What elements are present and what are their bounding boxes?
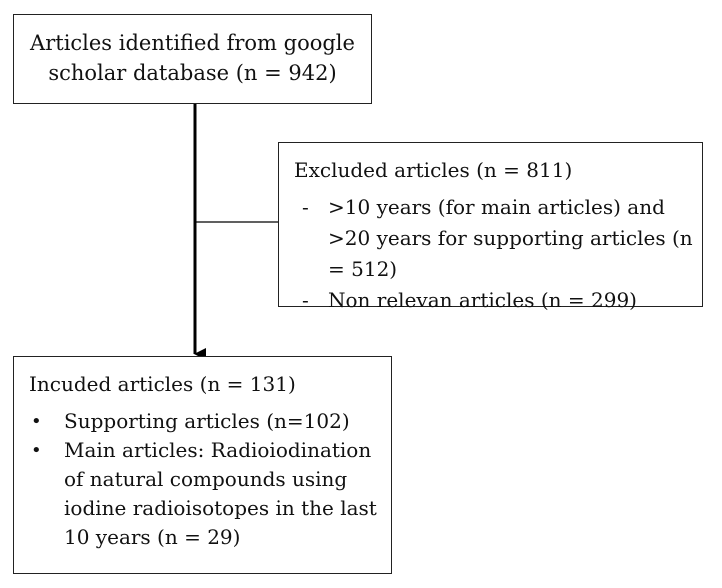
dash-marker: -	[302, 195, 309, 219]
excluded-list	[294, 192, 702, 316]
included-articles-box	[13, 356, 392, 574]
identified-line-1: Articles identified from google	[30, 31, 355, 55]
list-item	[294, 285, 702, 316]
included-item-text: Main articles: Radioiodination of natural compounds using iodine radioisotopes in the last 10 years (n = 29)	[64, 438, 377, 549]
included-item-text: Supporting articles (n=102)	[64, 409, 350, 433]
bullet-marker: •	[31, 440, 42, 461]
list-item	[29, 436, 391, 552]
list-item	[29, 407, 391, 436]
included-title: Incuded articles (n = 131)	[29, 372, 296, 396]
dash-marker: -	[302, 288, 309, 312]
excluded-item-text: >10 years (for main articles) and >20 years for supporting articles (n = 512)	[328, 195, 693, 281]
identified-articles-box	[13, 14, 372, 104]
identified-line-2: scholar database (n = 942)	[48, 61, 337, 85]
excluded-articles-box	[278, 142, 703, 312]
included-list	[29, 407, 391, 552]
list-item	[294, 192, 702, 285]
excluded-title: Excluded articles (n = 811)	[294, 158, 573, 182]
excluded-item-text: Non relevan articles (n = 299)	[328, 288, 637, 312]
bullet-marker: •	[31, 411, 42, 432]
